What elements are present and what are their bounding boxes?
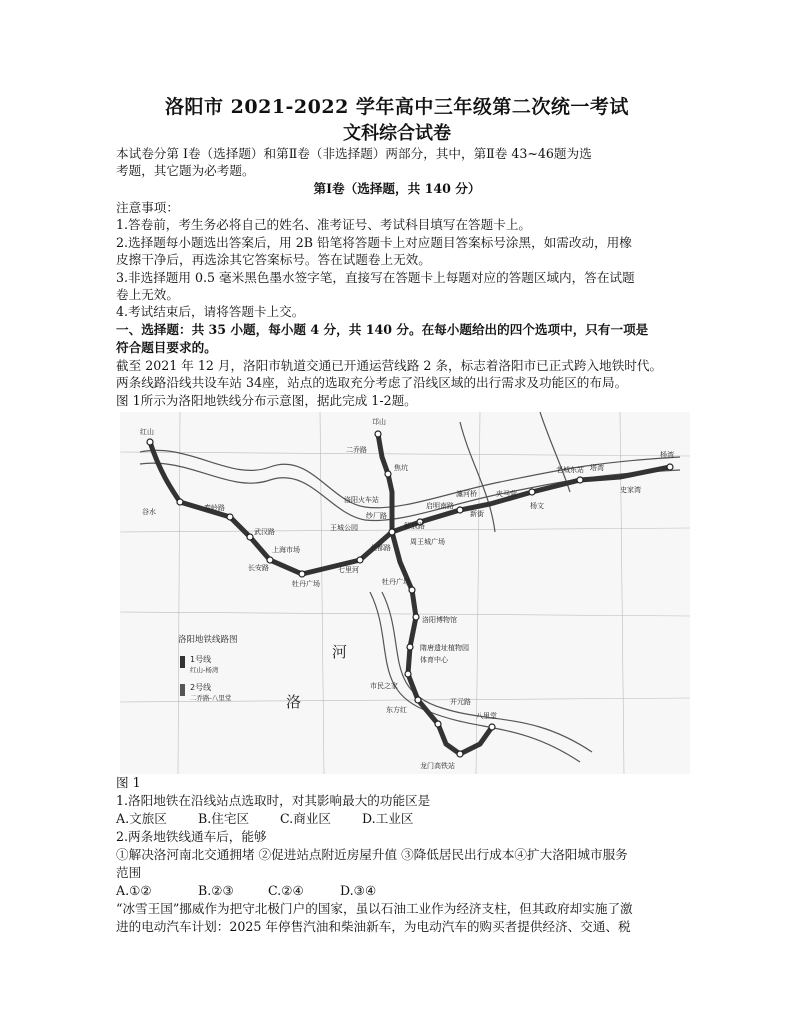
question-2-options bbox=[116, 882, 686, 899]
station-label: 洛阳博物馆 bbox=[422, 616, 457, 624]
option-a[interactable]: A.①② bbox=[116, 883, 152, 898]
note-item: 3.非选择题用 0.5 毫米黑色墨水签字笔，直接写在答题卡上每题对应的答题区域内，答在试题 bbox=[116, 270, 635, 285]
passage-line: 两条线路沿线共设车站 34座，站点的选取充分考虑了沿线区域的出行需求及功能区的布局。 bbox=[116, 375, 628, 390]
station-label: 谷水 bbox=[142, 508, 156, 516]
question-1-stem: 1.洛阳地铁在沿线站点选取时，对其影响最大的功能区是 bbox=[116, 793, 431, 808]
station-label: 纱厂路 bbox=[366, 512, 387, 520]
station-label: 牡丹广场 bbox=[292, 580, 320, 588]
option-b[interactable]: B.住宅区 bbox=[198, 811, 250, 826]
option-a[interactable]: A.文旅区 bbox=[116, 811, 167, 826]
station-label: 秦岭路 bbox=[204, 504, 225, 512]
section-heading: 一、选择题：共 35 小题，每小题 4 分，共 140 分。在每小题给出的四个选项中，只有一项是 bbox=[116, 322, 649, 337]
legend-line1-range: 红山-杨湾 bbox=[190, 666, 219, 674]
station-label: 东方红 bbox=[386, 706, 407, 714]
station-label: 九都路 bbox=[370, 544, 391, 552]
station-label: 市民之家 bbox=[370, 682, 398, 690]
river-name: 洛 bbox=[286, 693, 302, 711]
option-d[interactable]: D.③④ bbox=[340, 883, 377, 898]
station-label: 二乔路 bbox=[346, 446, 367, 454]
station-label: 夹马营 bbox=[496, 490, 517, 498]
station-label: 七里河 bbox=[338, 566, 359, 574]
station-label: 杨文 bbox=[530, 502, 544, 510]
station-label: 老城东站 bbox=[556, 466, 584, 474]
note-item: 皮擦干净后，再选涂其它答案标号。答在试题卷上无效。 bbox=[116, 252, 431, 267]
station-label: 邙山 bbox=[372, 418, 386, 426]
note-item: 2.选择题每小题选出答案后，用 2B 铅笔将答题卡上对应题目答案标号涂黑，如需改动，用橡 bbox=[116, 235, 632, 250]
passage-line: 进的电动汽车计划：2025 年停售汽油和柴油新车，为电动汽车的购买者提供经济、交通、税 bbox=[116, 919, 631, 934]
option-c[interactable]: C.②④ bbox=[268, 883, 304, 898]
note-item: 4.考试结束后，请将答题卡上交。 bbox=[116, 304, 305, 319]
figure-caption: 图 1 bbox=[116, 775, 141, 790]
station-label: 牡丹广场 bbox=[382, 578, 410, 586]
option-d[interactable]: D.工业区 bbox=[362, 811, 414, 826]
legend-line2-range: 二乔路-八里堂 bbox=[190, 694, 232, 702]
river-name: 河 bbox=[332, 643, 348, 661]
metro-map-svg bbox=[120, 412, 690, 774]
passage-line: “冰雪王国”挪威作为把守北极门户的国家，虽以石油工业作为经济支柱，但其政府却实施了激 bbox=[116, 901, 633, 916]
question-2-stem: 2.两条地铁线通车后，能够 bbox=[116, 829, 267, 844]
note-item: 1.答卷前，考生务必将自己的姓名、准考证号、考试科目填写在答题卡上。 bbox=[116, 217, 532, 232]
question-2-choices: ①解决洛河南北交通拥堵 ②促进站点附近房屋升值 ③降低居民出行成本④扩大洛阳城市服务 bbox=[116, 847, 628, 862]
part1-heading: 第Ⅰ卷（选择题，共 140 分） bbox=[313, 181, 481, 196]
passage-line: 图 1所示为洛阳地铁线分布示意图，据此完成 1-2题。 bbox=[116, 393, 417, 408]
station-label: 塔湾 bbox=[590, 464, 604, 472]
station-label: 启明南路 bbox=[426, 502, 454, 510]
legend-line2-name: 2号线 bbox=[190, 683, 212, 692]
station-label: 洛阳火车站 bbox=[344, 496, 379, 504]
legend-title: 洛阳地铁线路图 bbox=[178, 635, 238, 645]
station-label: 武汉路 bbox=[254, 528, 275, 536]
station-label: 王城公园 bbox=[330, 524, 358, 532]
metro-map bbox=[120, 412, 690, 774]
station-label: 杨湾 bbox=[660, 451, 674, 459]
intro-line: 本试卷分第 I卷（选择题）和第Ⅱ卷（非选择题）两部分，其中，第Ⅱ卷 43~46题为选 bbox=[116, 146, 592, 161]
station-label: 新街 bbox=[470, 510, 484, 518]
legend-line1-name: 1号线 bbox=[190, 655, 212, 664]
exam-title: 洛阳市 2021-2022 学年高中三年级第二次统一考试 bbox=[165, 96, 629, 118]
option-c[interactable]: C.商业区 bbox=[280, 811, 331, 826]
section-heading: 符合题目要求的。 bbox=[116, 340, 217, 355]
station-label: 瀍河桥 bbox=[456, 490, 477, 498]
station-label: 八里堂 bbox=[476, 712, 497, 720]
station-label: 体育中心 bbox=[420, 656, 448, 664]
station-label: 上海市场 bbox=[272, 546, 300, 554]
notes-title: 注意事项： bbox=[116, 200, 179, 215]
station-label: 长安路 bbox=[248, 564, 269, 572]
question-2-choices: 范围 bbox=[116, 865, 142, 880]
station-label: 焦坑 bbox=[394, 464, 408, 472]
station-label: 周王城广场 bbox=[410, 538, 445, 546]
station-label: 史家湾 bbox=[620, 486, 641, 494]
passage-line: 截至 2021 年 12 月，洛阳市轨道交通已开通运营线路 2 条，标志着洛阳市已正式跨入地铁时代。 bbox=[116, 358, 663, 373]
station-label: 红山 bbox=[140, 428, 154, 436]
intro-line: 考题，其它题为必考题。 bbox=[116, 163, 255, 178]
station-label: 龙门高铁站 bbox=[420, 762, 455, 770]
question-1-options bbox=[116, 810, 686, 827]
note-item: 卷上无效。 bbox=[116, 287, 179, 302]
station-label: 开元路 bbox=[450, 698, 471, 706]
option-b[interactable]: B.②③ bbox=[198, 883, 234, 898]
exam-subtitle: 文科综合试卷 bbox=[343, 123, 451, 144]
station-label: 解放路 bbox=[404, 522, 425, 530]
station-label: 隋唐遗址植物园 bbox=[420, 644, 469, 652]
